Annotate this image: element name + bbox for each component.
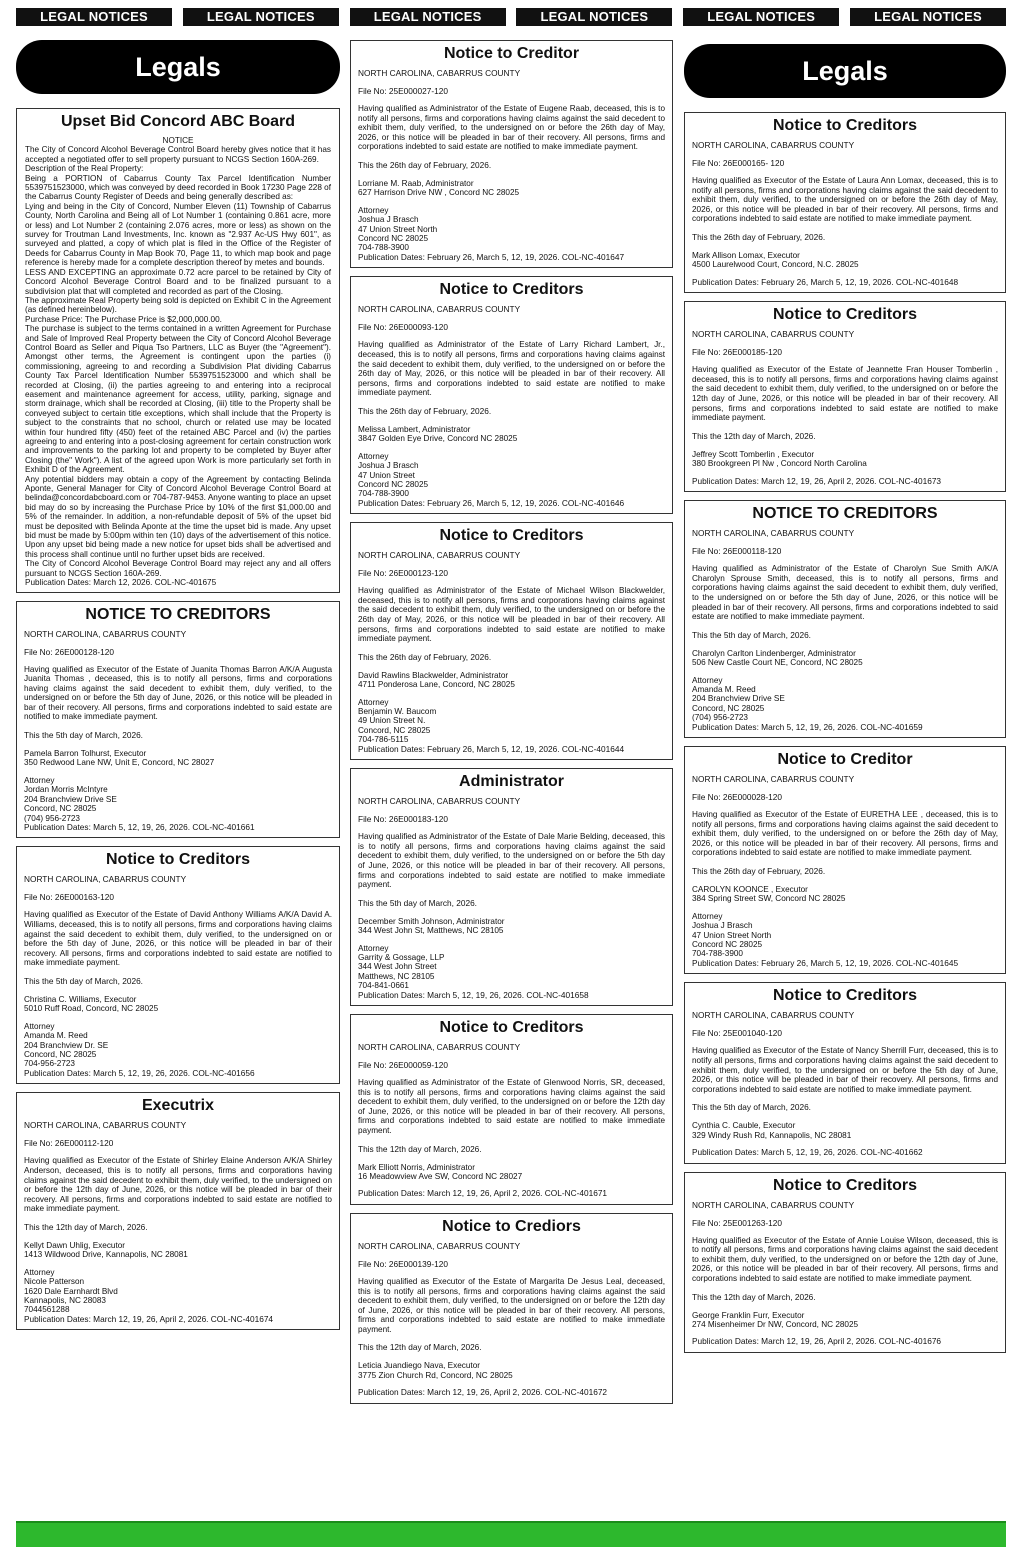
upset-paragraph: Any potential bidders may obtain a copy of the Agreement by contacting Belinda Aponte, General Manager for City of Concord Alcohol Beverage Control Board at belinda@concordabcboard.com or 704-787-9453. Anyone wanting to place an upset bid may do so by increasing the Purchase Price by 10% of the first $1,000.00 and 5% of the remainder. In addition, a non-refundable deposit of 5% of the upset bid must be deposited with Belinda Aponte at the time the upset bid is made. Any upset bid must be made by 5:00pm within ten (10) days of the advertisement of this notice. Upon any upset bid being made a new notice for upset bids shall be advertised and this process shall continue until no further upset bids are received. [25, 474, 331, 559]
notice-attorney [692, 676, 998, 723]
signature-line: Pamela Barron Tolhurst, Executor [24, 749, 147, 759]
attorney-line: Attorney [358, 451, 389, 461]
creditor-notice [684, 982, 1006, 1163]
notice-attorney [24, 1268, 332, 1315]
upset-paragraph: The City of Concord Alcohol Beverage Control Board hereby gives notice that it has accepted a negotiated offer to sell property pursuant to NCGS Section 160A-269. [25, 145, 331, 164]
notice-county: NORTH CAROLINA, CABARRUS COUNTY [358, 1240, 521, 1251]
notice-county: NORTH CAROLINA, CABARRUS COUNTY [692, 528, 855, 539]
signature-line: 3847 Golden Eye Drive, Concord NC 28025 [358, 434, 518, 444]
notice-body: Having qualified as Administrator of the Estate of Larry Richard Lambert, Jr., deceased, this is to notify all persons, firms and corporations having claims against the said decedent to exhibit them, duly verified, to the undersigned on or before the 26th day of May, 2026, or this notice will be pleaded in bar of their recovery. All persons, firms and corporations indebted to said estate are notified to make immediate payment. [358, 340, 665, 398]
upset-paragraph: Description of the Real Property: [25, 164, 144, 174]
notice-county: NORTH CAROLINA, CABARRUS COUNTY [24, 874, 187, 885]
creditor-notice [684, 1172, 1006, 1353]
notice-publication-dates: Publication Dates: February 26, March 5, 12, 19, 2026. COL-NC-401648 [692, 276, 959, 287]
upset-paragraph: Purchase Price: The Purchase Price is $2,000,000.00. [25, 314, 222, 324]
upset-paragraph: LESS AND EXCEPTING an approximate 0.72 acre parcel to be retained by City of Concord Alcohol Beverage Control Board and to be finalized pursuant to a subdivision plat that will completed and recorded as part of the Closing. [25, 267, 331, 296]
notice-title: Notice to Creditors [772, 987, 917, 1005]
notice-body: Having qualified as Executor of the Estate of Margarita De Jesus Leal, deceased, this is to notify all persons, firms and corporations having claims against the said decedent to exhibit them, duly verified, to the undersigned on or before the 12th day of June, 2026, or this notice will be pleaded in bar of their recovery. All persons, firms and corporations indebted to said estate are notified to make immediate payment. [358, 1276, 665, 1334]
signature-line: 344 West John St, Matthews, NC 28105 [358, 926, 504, 936]
notice-title: Administrator [459, 773, 564, 791]
notice-file-number: File No: 26E000112-120 [24, 1138, 114, 1149]
attorney-line: 344 West John Street [358, 962, 437, 972]
header-tab: LEGAL NOTICES [683, 8, 839, 26]
attorney-line: Amanda M. Reed [692, 684, 756, 694]
signature-line: Christina C. Williams, Executor [24, 994, 137, 1004]
notice-file-number: File No: 26E000028-120 [692, 792, 782, 803]
notice-file-number: File No: 25E001040-120 [692, 1028, 782, 1039]
signature-line: 329 Windy Rush Rd, Kannapolis, NC 28081 [692, 1130, 852, 1140]
upset-paragraph: Publication Dates: March 12, 2026. COL-NC-401675 [25, 578, 217, 588]
header-tab: LEGAL NOTICES [16, 8, 172, 26]
attorney-line: Attorney [358, 697, 389, 707]
notice-attorney [24, 776, 332, 823]
creditor-notice [350, 768, 673, 1006]
header-tabs [16, 8, 1006, 26]
attorney-line: 204 Branchview Dr. SE [24, 1040, 109, 1050]
signature-line: 384 Spring Street SW, Concord NC 28025 [692, 894, 846, 904]
attorney-line: 47 Union Street [358, 470, 415, 480]
signature-line: Mark Elliott Norris, Administrator [358, 1162, 475, 1172]
notice-signature [692, 1311, 998, 1330]
notice-date: This the 26th day of February, 2026. [358, 159, 492, 170]
creditor-notice [16, 601, 340, 839]
notice-file-number: File No: 26E000185-120 [692, 347, 782, 358]
signature-line: Cynthia C. Cauble, Executor [692, 1121, 796, 1131]
attorney-line: (704) 956-2723 [692, 713, 748, 723]
creditor-notice [350, 1213, 673, 1404]
notice-signature [358, 1163, 665, 1182]
signature-line: Jeffrey Scott Tomberlin , Executor [692, 449, 815, 459]
signature-line: 4711 Ponderosa Lane, Concord, NC 28025 [358, 680, 515, 690]
creditor-notice [684, 301, 1006, 492]
attorney-line: Concord, NC 28025 [24, 1050, 97, 1059]
signature-line: 4500 Laurelwood Court, Concord, N.C. 28025 [692, 260, 859, 270]
attorney-line: 47 Union Street North [692, 930, 772, 940]
notice-title: Notice to Creditor [443, 45, 580, 62]
signature-line: 350 Redwood Lane NW, Unit E, Concord, NC 28027 [24, 758, 215, 768]
notice-signature [358, 425, 665, 444]
notice-body: Having qualified as Administrator of the Estate of Glenwood Norris, SR, deceased, this is to notify all persons, firms and corporations having claims against the said decedent to exhibit them, duly verified, to the undersigned on or before the 12th day of June, 2026, or this notice will be pleaded in bar of their recovery. All persons, firms and corporations indebted to said estate are notified to make immediate payment. [358, 1078, 665, 1135]
notice-title: Notice to Creditors [439, 527, 584, 545]
notice-signature [358, 179, 665, 198]
notice-publication-dates: Publication Dates: March 12, 19, 26, April 2, 2026. COL-NC-401672 [358, 1387, 608, 1398]
notice-county: NORTH CAROLINA, CABARRUS COUNTY [358, 796, 521, 807]
notice-signature [24, 749, 332, 768]
notice-file-number: File No: 26E000128-120 [24, 646, 114, 657]
notice-signature [358, 671, 665, 690]
creditor-notice [684, 746, 1006, 974]
notice-attorney [358, 698, 665, 745]
legals-banner: Legals [684, 44, 1006, 98]
signature-line: December Smith Johnson, Administrator [358, 916, 505, 926]
notice-publication-dates: Publication Dates: March 5, 12, 19, 26, 2026. COL-NC-401658 [358, 989, 589, 1000]
attorney-line: Concord, NC 28025 [24, 804, 97, 814]
col2-notice-list [350, 40, 673, 1404]
notice-title: Notice to Crediors [442, 1217, 581, 1235]
attorney-line: Joshua J Brasch [692, 921, 753, 931]
notice-signature [692, 649, 998, 668]
notice-county: NORTH CAROLINA, CABARRUS COUNTY [692, 329, 855, 340]
notice-publication-dates: Publication Dates: February 26, March 5, 12, 19, 2026. COL-NC-401647 [358, 251, 625, 262]
notice-body: Having qualified as Administrator of the Estate of Dale Marie Belding, deceased, this is to notify all persons, firms and corporations having claims against the said decedent to exhibit them, duly verified, to the undersigned on or before the 5th day of June, 2026, or this notice will be pleaded in bar of their recovery. All persons, firms and corporations indebted to said estate are notified to make immediate payment. [358, 832, 665, 890]
header-tab: LEGAL NOTICES [350, 8, 506, 26]
notice-signature [24, 1241, 332, 1260]
attorney-line: Matthews, NC 28105 [358, 971, 435, 981]
signature-line: Mark Allison Lomax, Executor [692, 250, 800, 260]
notice-word: NOTICE [162, 136, 194, 145]
signature-line: 627 Harrison Drive NW , Concord NC 28025 [358, 188, 520, 198]
creditor-notice [16, 1092, 340, 1330]
notice-publication-dates: Publication Dates: March 5, 12, 19, 26, 2026. COL-NC-401659 [692, 721, 923, 732]
signature-line: Lorriane M. Raab, Administrator [358, 178, 474, 188]
notice-county: NORTH CAROLINA, CABARRUS COUNTY [24, 1120, 187, 1131]
notice-attorney [358, 944, 665, 991]
notice-county: NORTH CAROLINA, CABARRUS COUNTY [692, 1010, 855, 1021]
col1-notice-list [16, 601, 340, 1331]
attorney-line: Attorney [692, 675, 723, 685]
notice-attorney [358, 452, 665, 499]
notice-date: This the 26th day of February, 2026. [358, 651, 492, 662]
notice-publication-dates: Publication Dates: March 12, 19, 26, April 2, 2026. COL-NC-401673 [692, 475, 942, 486]
notice-body: Having qualified as Executor of the Estate of EURETHA LEE , deceased, this is to notify all persons, firms and corporations having claims against the said decedent to exhibit them, duly verified, to the undersigned on or before the 26th day of May, 2026, or this notice will be pleaded in bar of their recovery. All persons, firms and corporations indebted to said estate are notified to make immediate payment. [692, 810, 998, 858]
notice-county: NORTH CAROLINA, CABARRUS COUNTY [358, 1042, 521, 1053]
notice-title: Upset Bid Concord ABC Board [60, 113, 296, 130]
notice-county: NORTH CAROLINA, CABARRUS COUNTY [692, 1199, 855, 1210]
notice-body: Having qualified as Administrator of the Estate of Eugene Raab, deceased, this is to notify all persons, firms and corporations having claims against the said decedent to exhibit them, duly verified, to the undersigned on or before the 26th day of May, 2026, or this notice will be pleaded in bar of their recovery. All persons, firms and corporations indebted to said estate are notified to make immediate payment. [358, 104, 665, 152]
attorney-line: Kannapolis, NC 28083 [24, 1295, 106, 1305]
notice-file-number: File No: 26E000165- 120 [692, 158, 785, 168]
notice-publication-dates: Publication Dates: February 26, March 5, 12, 19, 2026. COL-NC-401646 [358, 497, 625, 508]
header-tab: LEGAL NOTICES [183, 8, 339, 26]
notice-publication-dates: Publication Dates: February 26, March 5, 12, 19, 2026. COL-NC-401645 [692, 957, 959, 968]
upset-paragraph: Being a PORTION of Cabarrus County Tax Parcel Identification Number 5539751523000, which was conveyed by deed recorded in Book 17230 Page 228 of the Cabarrus County Register of Deeds and being generally described as: [25, 173, 331, 202]
notice-date: This the 5th day of March, 2026. [692, 1102, 811, 1113]
attorney-line: Concord NC 28025 [358, 479, 429, 489]
attorney-line: (704) 956-2723 [24, 813, 80, 823]
signature-line: Leticia Juandiego Nava, Executor [358, 1361, 480, 1371]
upset-paragraph: The purchase is subject to the terms contained in a written Agreement for Purchase and Sale of Improved Real Property between the City of Concord Alcohol Beverage Control Board as Seller and Piqua Tso Partners, LLC as Buyer (the "Agreement"). Amongst other terms, the Agreement is contingent upon the parties (i) commissioning, agreeing to and recording a Subdivision Plat dividing Cabarrus County Tax Parcel Identification Number 5539751523000 and which shall be recorded at Closing, (ii) the parties agreeing to and entering into a reciprocal easement and maintenance agreement for access, utility, parking, signage and storm drainage, which shall be recorded at Closing, (iii) title to the Property shall be conveyed subject to certain title exceptions, which shall include that the Property is subject to the constraints that no school, church or related use may be located within four hundred fifty (450) feet of the retained ABC Parcel and (iv) the parties agreeing to and entering into a post-closing agreement for certain construction work and improvements to the parking lot and property to be completed by Buyer after Closing (the" Work"). A list of the agreed upon Work is more particularly set forth in Exhibit D of the Agreement. [25, 324, 331, 475]
notice-county: NORTH CAROLINA, CABARRUS COUNTY [692, 774, 855, 785]
footer-green-bar [16, 1521, 1006, 1547]
creditor-notice [350, 40, 673, 268]
attorney-line: Attorney [692, 911, 723, 921]
notice-file-number: File No: 26E000118-120 [692, 546, 782, 557]
notice-attorney [24, 1022, 332, 1069]
notice-signature [692, 885, 998, 904]
attorney-line: Attorney [24, 1267, 55, 1277]
attorney-line: Benjamin W. Baucom [358, 707, 437, 716]
notice-date: This the 5th day of March, 2026. [24, 975, 143, 986]
signature-line: Charolyn Carlton Lindenberger, Administrator [692, 648, 856, 658]
attorney-line: 49 Union Street N. [358, 716, 426, 726]
notice-signature [692, 251, 998, 270]
attorney-line: 704-788-3900 [692, 949, 743, 959]
notice-body: Having qualified as Executor of the Estate of David Anthony Williams A/K/A David A. Williams, deceased, this is to notify all persons, firms and corporations having claims against the said decedent to exhibit them, duly verified, to the undersigned on or before the 5th day of June, 2026, or this notice will be pleaded in bar of their recovery. All persons, firms and corporations indebted to said estate are notified to make immediate payment. [24, 910, 332, 968]
creditor-notice [350, 1014, 673, 1205]
signature-line: CAROLYN KOONCE , Executor [692, 885, 808, 895]
notice-date: This the 26th day of February, 2026. [358, 405, 492, 416]
notice-signature [358, 917, 665, 936]
notice-title: NOTICE TO CREDITORS [85, 605, 271, 623]
notice-publication-dates: Publication Dates: March 5, 12, 19, 26, 2026. COL-NC-401662 [692, 1147, 923, 1158]
attorney-line: 204 Branchview Drive SE [692, 694, 785, 704]
upset-bid-notice [16, 108, 340, 593]
notice-date: This the 12th day of March, 2026. [692, 1291, 816, 1302]
attorney-line: Concord NC 28025 [692, 940, 763, 950]
attorney-line: Concord, NC 28025 [358, 725, 431, 735]
signature-line: 5010 Ruff Road, Concord, NC 28025 [24, 1004, 159, 1014]
notice-county: NORTH CAROLINA, CABARRUS COUNTY [24, 628, 187, 639]
signature-line: 380 Brookgreen Pl Nw , Concord North Carolina [692, 459, 867, 469]
notice-title: Notice to Creditor [777, 751, 913, 769]
notice-title: Notice to Creditors [105, 851, 250, 869]
notice-file-number: File No: 26E000123-120 [358, 568, 448, 579]
signature-line: George Franklin Furr, Executor [692, 1310, 805, 1320]
creditor-notice [350, 276, 673, 514]
notice-publication-dates: Publication Dates: March 5, 12, 19, 26, 2026. COL-NC-401661 [24, 821, 255, 832]
attorney-line: 704-956-2723 [24, 1059, 75, 1069]
notice-date: This the 5th day of March, 2026. [358, 897, 477, 908]
notice-attorney [358, 206, 665, 253]
column-middle [350, 40, 673, 1412]
notice-file-number: File No: 26E000139-120 [358, 1258, 448, 1269]
attorney-line: Joshua J Brasch [358, 215, 419, 225]
notice-title: Notice to Creditors [772, 1176, 917, 1194]
notice-publication-dates: Publication Dates: March 12, 19, 26, April 2, 2026. COL-NC-401671 [358, 1188, 608, 1199]
upset-paragraph: The approximate Real Property being sold is depicted on Exhibit C in the Agreement (as defined hereinbelow). [25, 295, 331, 315]
upset-paragraph: Lying and being in the City of Concord, Number Eleven (11) Township of Cabarrus County, North Carolina and Being all of Lot Number 1 (containing 0.861 acre, more or less) and Lot Number 2 (containing 2.076 acres, more or less) as shown on the survey for Troutman Land Investments, Inc. known as "2.937 Ac-US Hwy 601", as surveyed and platted, a copy of which plat is filed in the Office of the Register of Deeds for Cabarrus County in Map Book 70, Page 11, to which map book and page reference is hereby made for a complete description thereof by metes and bounds. [25, 201, 331, 268]
notice-body: Having qualified as Executor of the Estate of Laura Ann Lomax, deceased, this is to notify all persons, firms and corporations having claims against the said decedent to exhibit them, duly verified, to the undersigned on or before the 26th day of May, 2026, or this notice will be pleaded in bar of their recovery. All persons, firms and corporations indebted to said estate are notified to make immediate payment. [692, 176, 998, 224]
notice-file-number: File No: 25E001263-120 [692, 1217, 782, 1228]
header-tab: LEGAL NOTICES [516, 8, 672, 26]
notice-body: Having qualified as Executor of the Estate of Shirley Elaine Anderson A/K/A Shirley Anderson, deceased, this is to notify all persons, firms and corporations having claims against the said decedent to exhibit them, duly verified, to the undersigned on or before the 12th day of June, 2026, or this notice will be pleaded in bar of their recovery. All persons, firms and corporations indebted to said estate are notified to make immediate payment. [24, 1156, 332, 1214]
notice-date: This the 12th day of March, 2026. [358, 1342, 482, 1353]
signature-line: 3775 Zion Church Rd, Concord, NC 28025 [358, 1370, 513, 1380]
attorney-line: 704-788-3900 [358, 243, 409, 253]
notice-body: Having qualified as Administrator of the Estate of Charolyn Sue Smith A/K/A Charolyn Sprouse Smith, deceased, this is to notify all persons, firms and corporations having claims against the said decedent to exhibit them, duly verified, to the undersigned on or before the 5th day of June, 2026, or this notice will be pleaded in bar of their recovery. All persons, firms and corporations indebted to said estate are notified to make immediate payment. [692, 564, 998, 622]
notice-body: Having qualified as Executor of the Estate of Juanita Thomas Barron A/K/A Augusta Juanita Thomas , deceased, this is to notify all persons, firms and corporations having claims against the said decedent to exhibit them, duly verified, to the undersigned on or before the 5th day of June, 2026, or this notice will be pleaded in bar of their recovery. All persons, firms and corporations indebted to said estate are notified to make immediate payment. [24, 664, 332, 722]
notice-date: This the 5th day of March, 2026. [692, 629, 811, 640]
notice-file-number: File No: 26E000059-120 [358, 1060, 448, 1071]
attorney-line: Concord, NC 28025 [692, 703, 765, 713]
attorney-line: 204 Branchview Drive SE [24, 794, 117, 804]
notice-date: This the 12th day of March, 2026. [358, 1143, 482, 1154]
notice-date: This the 26th day of February, 2026. [692, 231, 826, 242]
upset-paragraph: The City of Concord Alcohol Beverage Control Board may reject any and all offers pursuant to NCGS Section 160A-269. [25, 559, 331, 578]
notice-attorney [692, 912, 998, 959]
attorney-line: Garrity & Gossage, LLP [358, 952, 445, 962]
notice-title: NOTICE TO CREDITORS [752, 505, 938, 523]
attorney-line: Attorney [358, 205, 389, 215]
header-tab: LEGAL NOTICES [850, 8, 1006, 26]
notice-signature [358, 1361, 665, 1380]
attorney-line: 704-788-3900 [358, 489, 409, 499]
notice-date: This the 26th day of February, 2026. [692, 866, 826, 877]
notice-signature [24, 995, 332, 1014]
attorney-line: Attorney [24, 775, 55, 785]
attorney-line: Attorney [358, 943, 389, 953]
legals-banner: Legals [16, 40, 340, 94]
attorney-line: Amanda M. Reed [24, 1031, 88, 1041]
signature-line: 274 Misenheimer Dr NW, Concord, NC 28025 [692, 1320, 859, 1330]
signature-line: David Rawlins Blackwelder, Administrator [358, 670, 509, 680]
attorney-line: 704-786-5115 [358, 735, 409, 745]
signature-line: Kellyt Dawn Uhlig, Executor [24, 1240, 126, 1250]
notice-body: Having qualified as Administrator of the Estate of Michael Wilson Blackwelder, deceased, this is to notify all persons, firms and corporations having claims against the said decedent to exhibit them, duly verified, to the undersigned on or before the 26th day of May, 2026, or this notice will be pleaded in bar of their recovery. All persons, firms and corporations indebted to said estate are notified to make immediate payment. [358, 586, 665, 644]
notice-file-number: File No: 26E000163-120 [24, 892, 114, 903]
notice-signature [692, 1121, 998, 1140]
creditor-notice [684, 500, 1006, 738]
notice-title: Notice to Creditors [439, 1019, 584, 1037]
notice-body: Having qualified as Executor of the Estate of Annie Louise Wilson, deceased, this is to notify all persons, firms and corporations having claims against the said decedent to exhibit them, duly verified, to the undersigned on or before the 12th day of June, 2026, or this notice will be pleaded in bar of their recovery. All persons, firms and corporations indebted to said estate are notified to make immediate payment. [692, 1235, 998, 1284]
signature-line: 506 New Castle Court NE, Concord, NC 28025 [692, 658, 863, 668]
notice-publication-dates: Publication Dates: March 12, 19, 26, April 2, 2026. COL-NC-401676 [692, 1336, 942, 1347]
column-left [16, 40, 340, 1338]
notice-county: NORTH CAROLINA, CABARRUS COUNTY [358, 304, 521, 315]
attorney-line: Joshua J Brasch [358, 461, 419, 471]
attorney-line: 7044561288 [24, 1305, 70, 1315]
notice-date: This the 12th day of March, 2026. [24, 1221, 148, 1232]
attorney-line: Concord NC 28025 [358, 234, 429, 243]
notice-county: NORTH CAROLINA, CABARRUS COUNTY [358, 68, 521, 78]
notice-body: Having qualified as Executor of the Estate of Nancy Sherrill Furr, deceased, this is to notify all persons, firms and corporations having claims against the said decedent to exhibit them, duly verified, to the undersigned on or before the 5th day of June, 2026, or this notice will be pleaded in bar of their recovery. All persons, firms and corporations indebted to said estate are notified to make immediate payment. [692, 1046, 998, 1094]
notice-file-number: File No: 26E000183-120 [358, 814, 448, 825]
notice-body: Having qualified as Executor of the Estate of Jeannette Fran Houser Tomberlin , deceased, this is to notify all persons, firms and corporations having claims against the said decedent to exhibit them, duly verified, to the undersigned on or before the 12th day of June, 2026, or this notice will be pleaded in bar of their recovery. All persons, firms and corporations indebted to said estate are notified to make immediate payment. [692, 365, 998, 423]
attorney-line: Nicole Patterson [24, 1277, 85, 1287]
notice-county: NORTH CAROLINA, CABARRUS COUNTY [692, 140, 855, 150]
column-right [684, 40, 1006, 1361]
attorney-line: 1620 Dale Earnhardt Blvd [24, 1286, 118, 1296]
notice-file-number: File No: 25E000027-120 [358, 86, 448, 96]
col3-notice-list [684, 112, 1006, 1353]
signature-line: 1413 Wildwood Drive, Kannapolis, NC 28081 [24, 1250, 188, 1260]
signature-line: 16 Meadowview Ave SW, Concord NC 28027 [358, 1172, 523, 1181]
notice-title: Executrix [141, 1097, 215, 1115]
attorney-line: Attorney [24, 1021, 55, 1031]
notice-title: Notice to Creditors [772, 117, 917, 134]
notice-date: This the 12th day of March, 2026. [692, 430, 816, 441]
notice-signature [692, 450, 998, 469]
notice-county: NORTH CAROLINA, CABARRUS COUNTY [358, 550, 521, 561]
notice-publication-dates: Publication Dates: March 5, 12, 19, 26, 2026. COL-NC-401656 [24, 1067, 255, 1078]
creditor-notice [16, 846, 340, 1084]
notice-file-number: File No: 26E000093-120 [358, 322, 448, 333]
notice-date: This the 5th day of March, 2026. [24, 730, 143, 741]
attorney-line: 47 Union Street North [358, 224, 438, 234]
creditor-notice [684, 112, 1006, 293]
signature-line: Melissa Lambert, Administrator [358, 424, 471, 434]
creditor-notice [350, 522, 673, 760]
notice-publication-dates: Publication Dates: March 12, 19, 26, April 2, 2026. COL-NC-401674 [24, 1313, 274, 1324]
notice-title: Notice to Creditors [439, 281, 584, 299]
notice-title: Notice to Creditors [772, 306, 917, 324]
attorney-line: Jordan Morris McIntyre [24, 785, 108, 795]
attorney-line: 704-841-0661 [358, 981, 409, 991]
notice-publication-dates: Publication Dates: February 26, March 5, 12, 19, 2026. COL-NC-401644 [358, 743, 625, 754]
